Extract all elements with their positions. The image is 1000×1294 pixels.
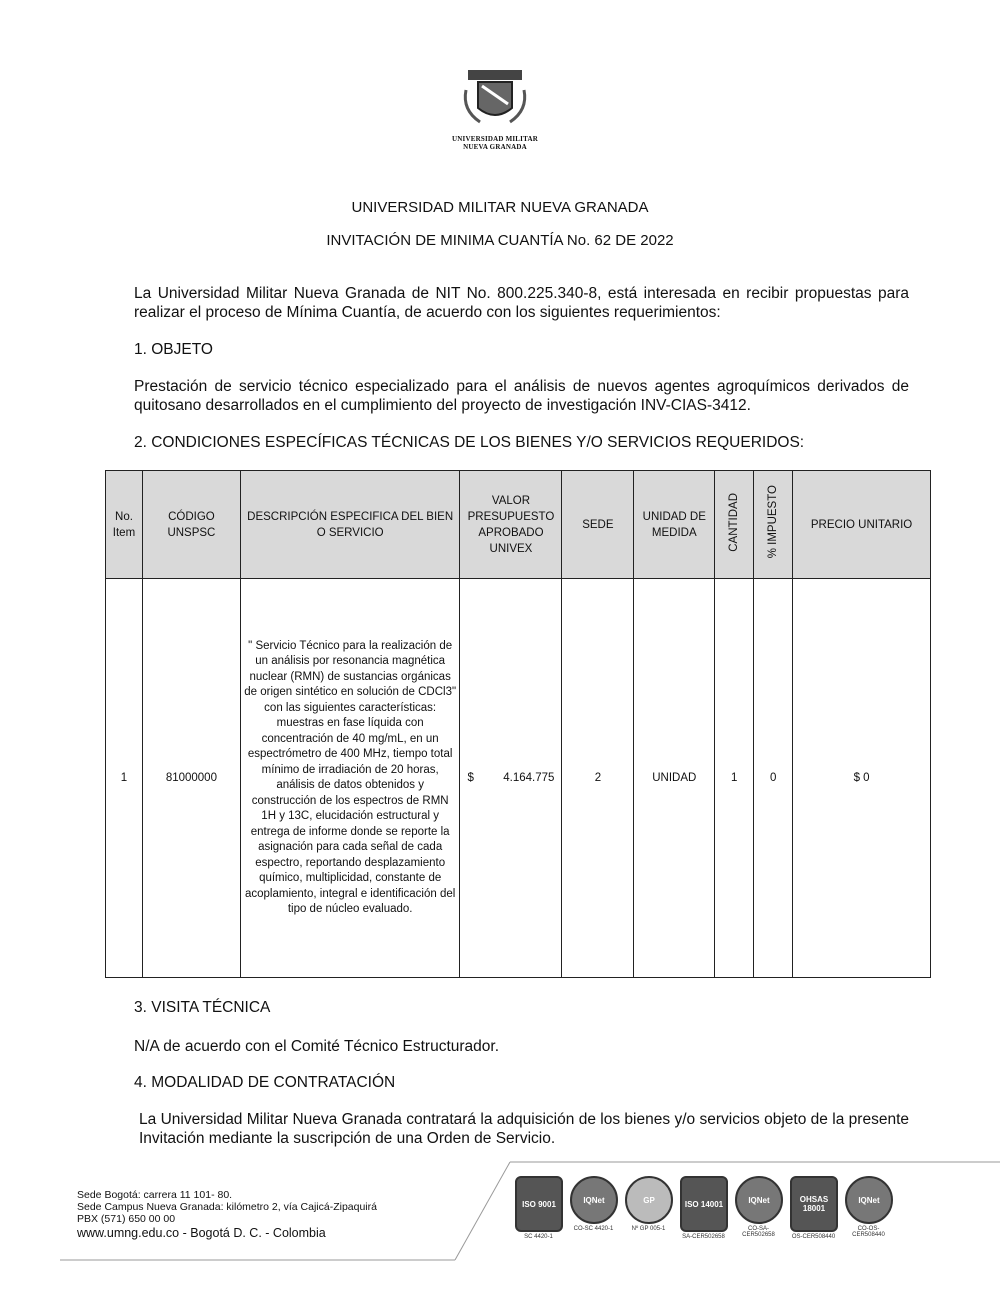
header-valor: VALOR PRESUPUESTO APROBADO UNIVEX <box>460 471 562 579</box>
document-title: UNIVERSIDAD MILITAR NUEVA GRANADA <box>351 199 649 216</box>
cert-code: OS-CER508440 <box>791 1234 836 1240</box>
cert-code: CO-OS-CER508440 <box>852 1226 885 1238</box>
section-modalidad-text: La Universidad Militar Nueva Granada contratará la adquisición de los bienes y/o servicios objeto de la presente Invitación mediante la suscripción de una Orden de Servicio. <box>139 1111 909 1147</box>
cell-item: 1 <box>106 579 143 978</box>
cell-impuesto: 0 <box>754 579 793 978</box>
requirements-table <box>105 470 931 978</box>
cell-cantidad: 1 <box>715 579 754 978</box>
cert-gp <box>625 1173 672 1263</box>
footer-line3: PBX (571) 650 00 00 <box>77 1213 176 1225</box>
cert-code: CO-SC 4420-1 <box>573 1226 614 1232</box>
footer-line2: Sede Campus Nueva Granada: kilómetro 2, vía Cajicá-Zipaquirá <box>77 1201 377 1213</box>
cert-code: SA-CER502658 <box>682 1234 725 1240</box>
cert-code: SC 4420-1 <box>524 1234 553 1240</box>
cell-descripcion: " Servicio Técnico para la realización de un análisis por resonancia magnética nuclear (RMN) de sustancias orgánicas de origen sintético en solución de CDCl3" con las siguientes características: muestras en fase líquida con concentración de 40 mg/mL, en un espectrómetro de 400 MHz, tiempo total mínimo de irradiación de 20 horas, análisis de datos obtenidos y construcción de los espectros de RMN 1H y 13C, elucidación estructural y entrega de informe donde se reporte la asignación para cada señal de cada espectro, reportando desplazamiento químico, multiplicidad, constante de acoplamiento, integral e identificación del tipo de núcleo evaluado. <box>240 579 460 978</box>
logo-name-line2: NUEVA GRANADA <box>463 143 527 151</box>
cert-iso14001 <box>680 1173 727 1263</box>
icontec-icon: OHSAS 18001 <box>790 1176 838 1232</box>
cert-iqnet-3 <box>845 1173 892 1263</box>
iqnet-icon: IQNet <box>845 1176 893 1224</box>
cell-precio: $ 0 <box>793 579 931 978</box>
section-objeto-text: Prestación de servicio técnico especializado para el análisis de nuevos agentes agroquímicos derivados de quitosano desarrollados en el cumplimiento del proyecto de investigación INV-CIAS-3412. <box>134 378 909 414</box>
footer-line1: Sede Bogotá: carrera 11 101- 80. <box>77 1189 233 1201</box>
section-objeto-title: 1. OBJETO <box>134 341 213 358</box>
header-impuesto-cell <box>754 471 793 579</box>
table-row <box>106 579 931 978</box>
section-condiciones-title: 2. CONDICIONES ESPECÍFICAS TÉCNICAS DE LOS BIENES Y/O SERVICIOS REQUERIDOS: <box>134 434 805 451</box>
icontec-icon: ISO 9001 <box>515 1176 563 1232</box>
header-impuesto: % IMPUESTO <box>767 485 780 559</box>
cert-code: Nº GP 005-1 <box>631 1226 666 1232</box>
cell-sede: 2 <box>562 579 634 978</box>
cert-iso9001 <box>515 1173 562 1263</box>
cert-ohsas <box>790 1173 837 1263</box>
section-modalidad-title: 4. MODALIDAD DE CONTRATACIÓN <box>134 1074 396 1091</box>
logo-name-line1: UNIVERSIDAD MILITAR <box>452 135 538 143</box>
section-visita-title: 3. VISITA TÉCNICA <box>134 999 271 1016</box>
header-cantidad: CANTIDAD <box>728 492 741 552</box>
iqnet-icon: IQNet <box>735 1176 783 1224</box>
table-header-row <box>106 471 931 579</box>
footer-web: www.umng.edu.co - Bogotá D. C. - Colombia <box>77 1226 326 1240</box>
header-cantidad-cell <box>715 471 754 579</box>
iqnet-icon: IQNet <box>570 1176 618 1224</box>
cell-codigo: 81000000 <box>142 579 240 978</box>
header-precio: PRECIO UNITARIO <box>793 471 931 579</box>
university-logo <box>450 60 540 155</box>
icontec-icon: ISO 14001 <box>680 1176 728 1232</box>
header-item: No. Item <box>106 471 143 579</box>
cell-unidad: UNIDAD <box>634 579 715 978</box>
cell-valor <box>460 579 562 978</box>
valor-amount: 4.164.775 <box>503 772 555 784</box>
gp-seal-icon: GP <box>625 1176 673 1224</box>
footer-contact <box>77 1189 377 1241</box>
section-visita-text: N/A de acuerdo con el Comité Técnico Estructurador. <box>134 1038 500 1055</box>
university-crest-icon <box>460 60 530 130</box>
certification-badges <box>515 1173 955 1263</box>
header-sede: SEDE <box>562 471 634 579</box>
valor-currency: $ <box>467 772 474 784</box>
cert-iqnet-2 <box>735 1173 782 1263</box>
intro-paragraph: La Universidad Militar Nueva Granada de NIT No. 800.225.340-8, está interesada en recibir propuestas para realizar el proceso de Mínima Cuantía, de acuerdo con los siguientes requerimientos: <box>134 285 909 321</box>
header-descripcion: DESCRIPCIÓN ESPECIFICA DEL BIEN O SERVICIO <box>240 471 460 579</box>
header-unidad: UNIDAD DE MEDIDA <box>634 471 715 579</box>
document-subtitle: INVITACIÓN DE MINIMA CUANTÍA No. 62 DE 2022 <box>326 232 674 249</box>
cert-code: CO-SA-CER502658 <box>742 1226 775 1238</box>
header-codigo: CÓDIGO UNSPSC <box>142 471 240 579</box>
cert-iqnet-1 <box>570 1173 617 1263</box>
